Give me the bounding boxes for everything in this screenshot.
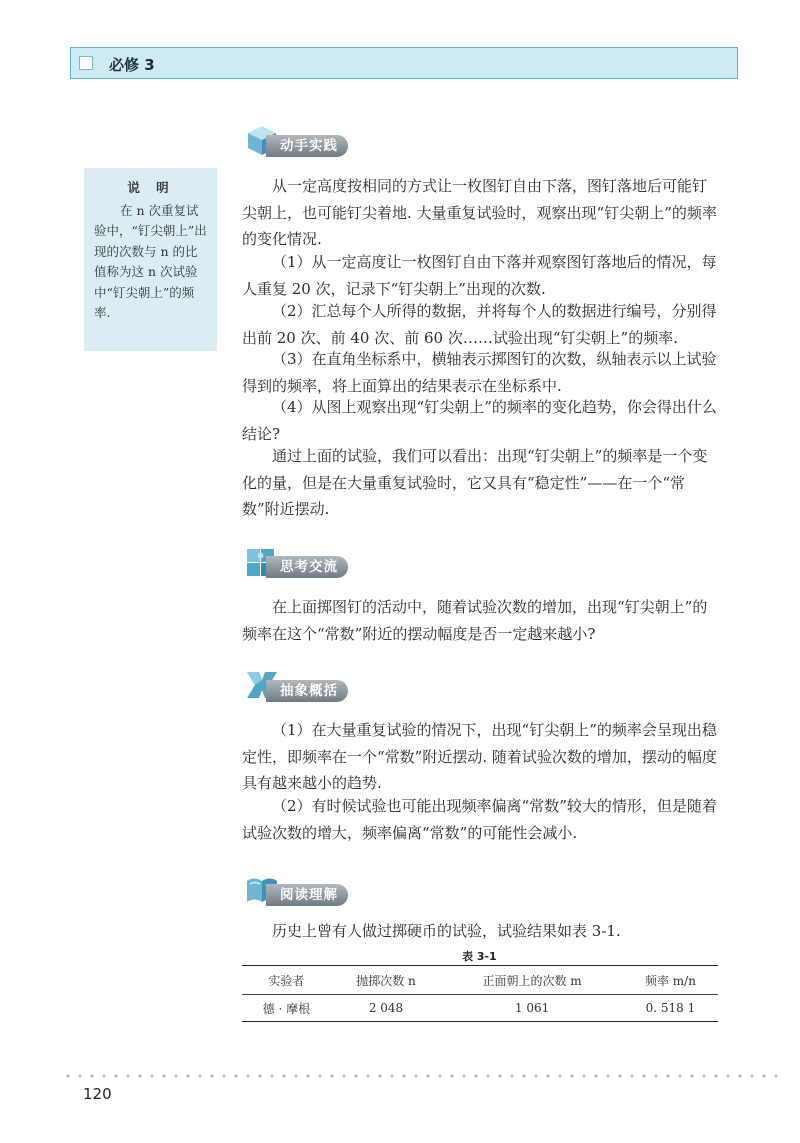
abstract-paragraph-1: （1）在大量重复试验的情况下，出现“钉尖朝上”的频率会呈现出稳定性，即频率在一个“常数”附近摆动. 随着试验次数的增加，摆动的幅度具有越来越小的趋势.: [242, 721, 717, 792]
hands-on-paragraph-2: （1）从一定高度让一枚图钉自由下落并观察图钉落地后的情况，每人重复 20 次，记录下“钉尖朝上”出现的次数.: [242, 253, 717, 298]
coin-toss-table: [242, 965, 718, 1022]
section-title-reading: 阅读理解: [266, 884, 348, 906]
table-header-row: [242, 966, 718, 995]
abstract-paragraph-2: （2）有时候试验也可能出现频率偏离“常数”较大的情形，但是随着试验次数的增大，频率偏离“常数”的可能性会减小.: [242, 797, 717, 842]
table-row: [242, 995, 718, 1022]
table-header-cell: 频率 m/n: [623, 966, 718, 995]
table-header-cell: 实验者: [242, 966, 331, 995]
table-header-cell: 正面朝上的次数 m: [441, 966, 623, 995]
section-badge-reading: [244, 872, 394, 908]
side-note-title: 说 明: [127, 180, 175, 195]
hands-on-paragraph-6: 通过上面的试验，我们可以看出：出现“钉尖朝上”的频率是一个变化的量，但是在大量重复试验时，它又具有“稳定性”——在一个“常数”附近摆动.: [242, 447, 708, 518]
section-title-abstract: 抽象概括: [266, 680, 348, 702]
hands-on-paragraph-4: （3）在直角坐标系中，横轴表示掷图钉的次数，纵轴表示以上试验得到的频率，将上面算出的结果表示在坐标系中.: [242, 350, 717, 395]
chapter-title: 必修 3: [109, 56, 155, 74]
section-badge-think: [244, 544, 394, 580]
table-caption: 表 3-1: [462, 950, 497, 963]
side-note-body: 在 n 次重复试验中，“钉尖朝上”出现的次数与 n 的比值称为这 n 次试验中“钉尖朝上”的频率.: [94, 202, 207, 320]
header-square-icon: [79, 56, 93, 70]
hands-on-paragraph-1: 从一定高度按相同的方式让一枚图钉自由下落，图钉落地后可能钉尖朝上，也可能钉尖着地. 大量重复试验时，观察出现“钉尖朝上”的频率的变化情况.: [242, 177, 717, 248]
table-cell: 2 048: [331, 995, 441, 1022]
chapter-header: [70, 47, 738, 79]
footer-dotted-rule: [62, 1074, 782, 1078]
reading-paragraph-1: 历史上曾有人做过掷硬币的试验，试验结果如表 3-1.: [272, 922, 621, 940]
section-badge-hands-on: [244, 123, 394, 159]
think-paragraph-1: 在上面掷图钉的活动中，随着试验次数的增加，出现“钉尖朝上”的频率在这个“常数”附近的摆动幅度是否一定越来越小?: [242, 598, 708, 643]
section-badge-abstract: [244, 668, 394, 704]
table-header-cell: 抛掷次数 n: [331, 966, 441, 995]
hands-on-paragraph-3: （2）汇总每个人所得的数据，并将每个人的数据进行编号，分别得出前 20 次、前 40 次、前 60 次……试验出现“钉尖朝上”的频率.: [242, 302, 717, 347]
table-cell: 1 061: [441, 995, 623, 1022]
table-cell: 0. 518 1: [623, 995, 718, 1022]
table-cell: 德 · 摩根: [242, 995, 331, 1022]
section-title-hands-on: 动手实践: [266, 135, 348, 157]
section-title-think: 思考交流: [266, 556, 348, 578]
page-number: 120: [83, 1085, 112, 1103]
side-note: [84, 168, 217, 351]
hands-on-paragraph-5: （4）从图上观察出现“钉尖朝上”的频率的变化趋势，你会得出什么结论?: [242, 398, 717, 443]
